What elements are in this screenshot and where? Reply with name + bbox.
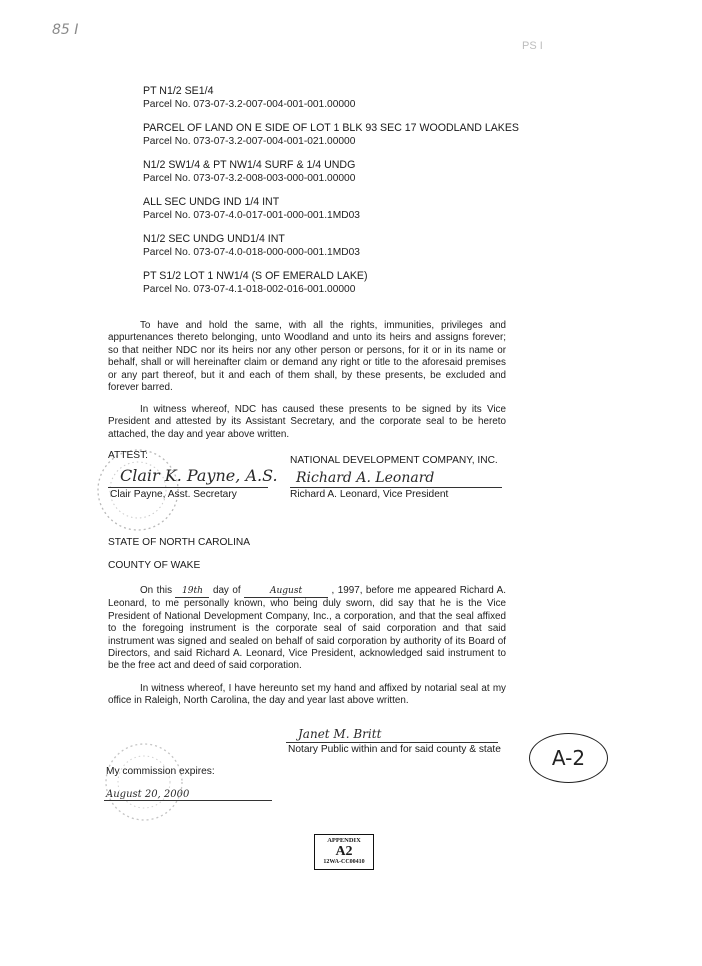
parcel-description: PT S1/2 LOT 1 NW1/4 (S OF EMERALD LAKE): [143, 270, 368, 282]
parcel-number: Parcel No. 073-07-4.0-017-001-000-001.1MD03: [143, 210, 360, 221]
appendix-stamp: [314, 834, 374, 870]
parcel-entry: [143, 85, 563, 111]
parcel-number: Parcel No. 073-07-3.2-008-003-000-001.00000: [143, 173, 356, 184]
witness-ndc-paragraph: [108, 404, 506, 441]
commission-date: August 20, 2000: [106, 789, 190, 800]
commission-label: My commission expires:: [106, 766, 215, 777]
parcel-number: Parcel No. 073-07-4.1-018-002-016-001.00000: [143, 284, 356, 295]
ack-on-this: On this: [140, 585, 173, 596]
commission-date-line: [104, 800, 272, 801]
acknowledgment-paragraph: [108, 585, 506, 673]
county-heading: COUNTY OF WAKE: [108, 560, 201, 571]
ack-day-of: day of: [212, 585, 241, 596]
habendum-text: To have and hold the same, with all the rights, immunities, privileges and appurtenances thereto belonging, unto Woodland and unto its heirs and assigns forever; so that neither NDC nor its heirs nor any other person or persons, for it or in its name or behalf, shall or will hereinafter claim or demand any right or title to the aforesaid premises or any part thereof, but it and each of them shall, by these presents, be excluded and forever barred.: [108, 320, 506, 394]
ack-day: 19th: [175, 585, 209, 598]
ack-body: , 1997, before me appeared Richard A. Leonard, to me personally known, who being duly sworn, did say that he is the Vice President of National Development Company, Inc., a corporation, and that the seal affixed to the foregoing instrument is the corporate seal of said corporation and that said instrument was signed and sealed on behalf of said corporation by authority of its Board of Directors, and said Richard A. Leonard, Vice President, acknowledged said instrument to be the free act and deed of said corporation.: [108, 585, 506, 672]
parcel-entry: [143, 159, 563, 185]
witness-notary-paragraph: [108, 683, 506, 708]
parcel-entry: [143, 233, 563, 259]
secretary-signature-line: [108, 487, 268, 488]
exhibit-label: A-2: [529, 733, 608, 783]
notary-seal-impression: [96, 738, 196, 828]
notary-signature-line: [286, 742, 498, 743]
vp-signature-line: [290, 487, 502, 488]
parcel-entry: [143, 270, 563, 296]
vice-president-signature: Richard A. Leonard: [296, 470, 435, 486]
habendum-paragraph: [108, 320, 506, 394]
witness-notary-text: In witness whereof, I have hereunto set my hand and affixed by notarial seal at my office in Raleigh, North Carolina, the day and year last above written.: [108, 683, 506, 707]
secretary-signature: Clair K. Payne, A.S.: [120, 466, 278, 485]
parcel-number: Parcel No. 073-07-3.2-007-004-001-021.00000: [143, 136, 356, 147]
attest-label: ATTEST:: [108, 450, 148, 461]
parcel-entry: [143, 196, 563, 222]
state-heading: STATE OF NORTH CAROLINA: [108, 537, 251, 548]
parcel-number: Parcel No. 073-07-3.2-007-004-001-001.00000: [143, 99, 356, 110]
company-name: NATIONAL DEVELOPMENT COMPANY, INC.: [290, 455, 498, 466]
ack-month: August: [244, 585, 328, 598]
appendix-stamp-heading: APPENDIX: [327, 837, 361, 844]
witness-ndc-text: In witness whereof, NDC has caused these presents to be signed by its Vice President and attested by its Assistant Secretary, and the corporate seal to be hereto attached, the day and year above written.: [108, 404, 506, 440]
appendix-stamp-case-number: 12WA-CC00410: [323, 859, 365, 865]
parcel-description: PT N1/2 SE1/4: [143, 85, 214, 97]
vice-president-name: Richard A. Leonard, Vice President: [290, 489, 449, 500]
parcel-description: ALL SEC UNDG IND 1/4 INT: [143, 196, 280, 208]
parcel-list: [143, 85, 563, 307]
parcel-description: N1/2 SEC UNDG UND1/4 INT: [143, 233, 285, 245]
page-number-handwritten: 85 I: [52, 22, 79, 38]
faint-corner-mark: PS I: [522, 40, 543, 52]
parcel-description: PARCEL OF LAND ON E SIDE OF LOT 1 BLK 93 SEC 17 WOODLAND LAKES: [143, 122, 519, 134]
notary-caption: Notary Public within and for said county & state: [288, 744, 501, 755]
appendix-stamp-code: A2: [335, 844, 353, 859]
parcel-entry: [143, 122, 563, 148]
notary-signature: Janet M. Britt: [298, 727, 382, 741]
parcel-description: N1/2 SW1/4 & PT NW1/4 SURF & 1/4 UNDG: [143, 159, 356, 171]
secretary-name: Clair Payne, Asst. Secretary: [110, 489, 237, 500]
parcel-number: Parcel No. 073-07-4.0-018-000-000-001.1MD03: [143, 247, 360, 258]
